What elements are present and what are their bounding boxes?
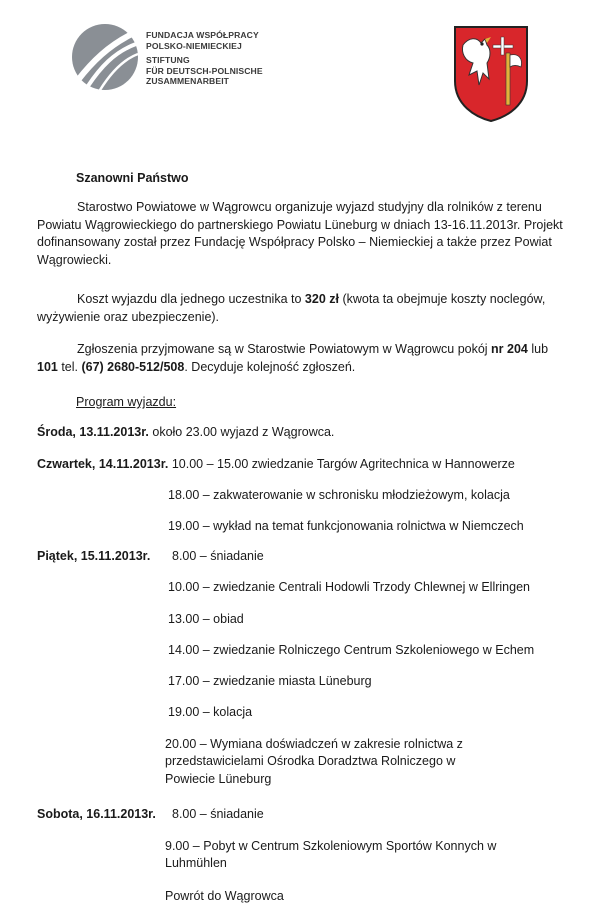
thu-item-1: 10.00 – 15.00 zwiedzanie Targów Agritechnica w Hannowerze — [168, 457, 515, 471]
reg-text-b: lub — [527, 342, 549, 356]
sat-item-3: Powrót do Wągrowca — [165, 889, 284, 903]
fri-item-2: 10.00 – zwiedzanie Centrali Hodowli Trzody Chlewnej w Ellringen — [168, 580, 530, 594]
thu-item-3: 19.00 – wykład na temat funkcjonowania rolnictwa w Niemczech — [168, 519, 524, 533]
fri-item-6: 19.00 – kolacja — [168, 705, 253, 719]
day-wednesday: Środa, 13.11.2013r. — [37, 425, 149, 439]
cost-price: 320 zł — [304, 292, 339, 306]
salutation: Szanowni Państwo — [76, 171, 189, 185]
cost-text-a: Koszt wyjazdu dla jednego uczestnika to — [77, 292, 305, 306]
paragraph-cost — [37, 291, 567, 326]
wed-text: około 23.00 wyjazd z Wągrowca. — [148, 425, 335, 439]
reg-room: nr 204 — [491, 342, 528, 356]
reg-text-c: tel. — [57, 359, 82, 374]
fri-item-1: 8.00 – śniadanie — [172, 549, 264, 563]
reg-room-2: 101 — [37, 359, 58, 374]
program-item-wednesday — [37, 424, 334, 442]
paragraph-registration — [37, 341, 567, 376]
fri-item-4: 14.00 – zwiedzanie Rolniczego Centrum Szkoleniowego w Echem — [168, 643, 535, 657]
org-line-2: POLSKO-NIEMIECKIEJ — [146, 40, 242, 51]
program-item-thursday — [37, 456, 515, 474]
reg-text-a: Zgłoszenia przyjmowane są w Starostwie Powiatowym w Wągrowcu pokój — [77, 342, 492, 356]
sat-item-1: 8.00 – śniadanie — [172, 807, 264, 821]
program-heading: Program wyjazdu: — [76, 395, 177, 409]
cost-text-b: (kwota ta obejmuje koszty noclegów, wyżywienie oraz ubezpieczenie). — [37, 292, 546, 324]
reg-text-d: . Decyduje kolejność zgłoszeń. — [184, 359, 356, 374]
day-friday: Piątek, 15.11.2013r. — [37, 549, 151, 563]
org-line-1: FUNDACJA WSPÓŁPRACY — [146, 30, 259, 40]
fri-item-7: 20.00 – Wymiana doświadczeń w zakresie rolnictwa z przedstawicielami Ośrodka Doradztwa Rolniczego w Powiecie Lüneburg — [165, 737, 463, 786]
foundation-logo-icon — [70, 22, 140, 92]
day-thursday: Czwartek, 14.11.2013r. — [37, 457, 169, 471]
org-line-5: ZUSAMMENARBEIT — [146, 76, 230, 86]
day-saturday: Sobota, 16.11.2013r. — [37, 807, 156, 821]
coat-of-arms-icon — [451, 23, 531, 123]
reg-phone: (67) 2680-512/508 — [81, 359, 185, 374]
sat-item-2: 9.00 – Pobyt w Centrum Szkoleniowym Sportów Konnych w Luhmühlen — [165, 839, 497, 871]
fri-item-5: 17.00 – zwiedzanie miasta Lüneburg — [168, 674, 372, 688]
org-line-4: FÜR DEUTSCH-POLNISCHE — [146, 65, 263, 76]
paragraph-intro: Starostwo Powiatowe w Wągrowcu organizuje wyjazd studyjny dla rolników z terenu Powiatu Wągrowieckiego do partnerskiego Powiatu Lüneburg w dniach 13-16.11.2013r. Projekt dofinansowany został przez Fundację Współpracy Polsko – Niemieckiej a także przez Powiat Wągrowiecki. — [37, 200, 563, 267]
fri-item-3: 13.00 – obiad — [168, 612, 244, 626]
thu-item-2: 18.00 – zakwaterowanie w schronisku młodzieżowym, kolacja — [168, 488, 510, 502]
foundation-name — [146, 30, 263, 87]
org-line-3: STIFTUNG — [146, 55, 190, 65]
